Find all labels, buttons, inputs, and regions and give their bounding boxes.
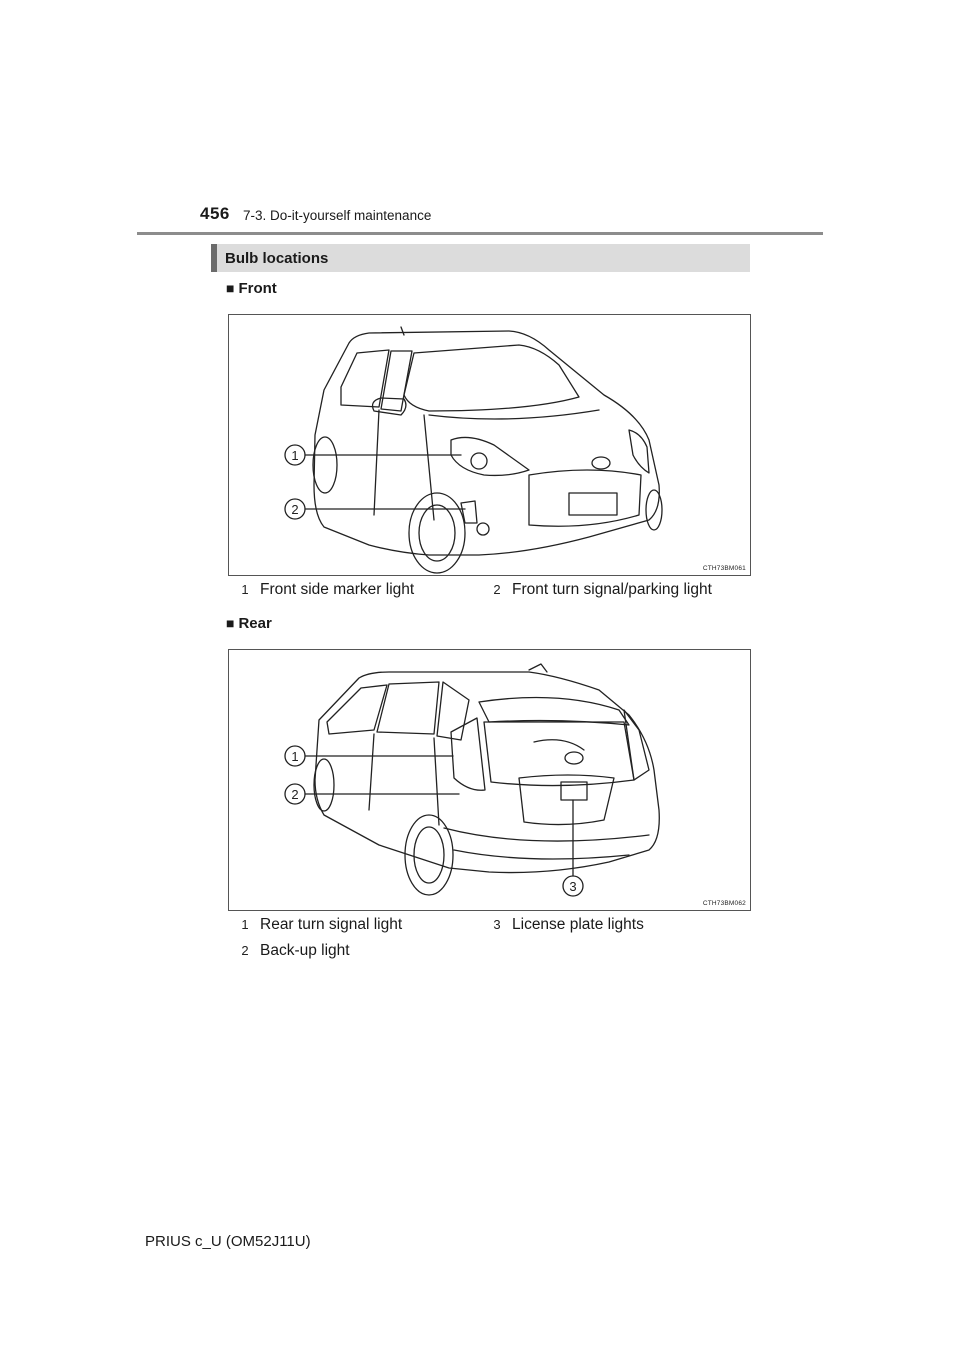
front-legend-label-1: Front side marker light [260,581,415,598]
footer-model-code: PRIUS c_U (OM52J11U) [145,1233,311,1250]
rear-legend-num-3: 3 [493,917,501,932]
rear-legend-num-1: 1 [241,917,249,932]
section-title-bar [211,244,750,272]
rear-car-illustration [229,650,750,910]
rear-heading [226,615,272,632]
front-legend-label-2: Front turn signal/parking light [512,581,712,598]
front-legend-num-1: 1 [241,582,249,597]
rear-figure [228,649,751,911]
front-heading-label: Front [238,280,277,297]
rear-legend-label-1: Rear turn signal light [260,916,403,933]
header-section-title: 7-3. Do-it-yourself maintenance [243,208,432,223]
front-legend-num-2: 2 [493,582,501,597]
section-title: Bulb locations [225,250,329,267]
bullet-square: ■ [226,615,235,631]
rear-figure-code: CTH73BM062 [702,900,746,907]
rear-callout-1-number: 1 [291,749,299,764]
front-car-illustration [229,315,750,575]
rear-legend-label-2: Back-up light [260,942,350,959]
front-callout-2-number: 2 [291,502,299,517]
rear-callout-2-number: 2 [291,787,299,802]
front-callout-1-number: 1 [291,448,299,463]
rear-legend-num-2: 2 [241,943,249,958]
rear-heading-label: Rear [238,615,272,632]
front-figure [228,314,751,576]
rear-callout-3-number: 3 [569,879,577,894]
page-number: 456 [200,204,230,223]
rear-legend-label-3: License plate lights [512,916,644,933]
front-heading [226,280,277,297]
section-title-accent [211,244,217,272]
bullet-square: ■ [226,280,235,296]
header-rule [137,232,823,235]
front-figure-code: CTH73BM061 [702,565,746,572]
